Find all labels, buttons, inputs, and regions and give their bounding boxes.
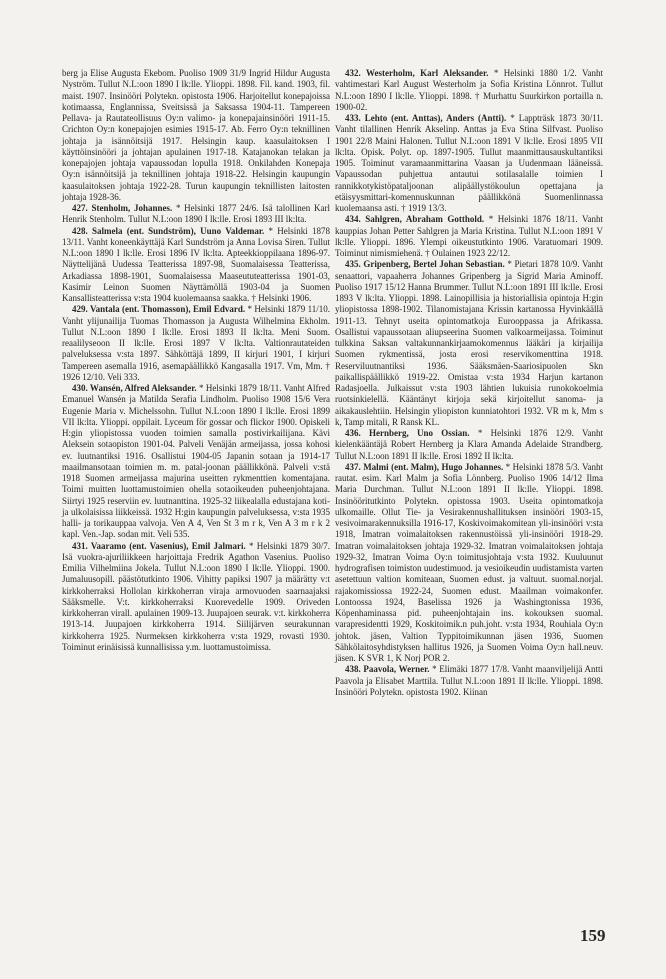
- entry-text: * Helsinki 1876 12/9. Vanht kielenkääntäjä Robert Hernberg ja Klara Amanda Adelaide Strandberg. Tullut N.L:oon 1891 II lk:lle. Erosi 1892 II lk:lta.: [335, 428, 603, 461]
- entry-heading: 433. Lehto (ent. Anttas), Anders (Antti).: [345, 113, 507, 123]
- biography-entry: [335, 113, 603, 214]
- biography-entry: [62, 203, 330, 226]
- biography-entry: [335, 259, 603, 428]
- biography-entry: [62, 304, 330, 383]
- biography-entry: [62, 541, 330, 654]
- entry-text: * Elimäki 1877 17/8. Vanht maanviljelijä Antti Paavola ja Elisabet Marttila. Tullut N.L:oon 1891 II lk:lle. Ylioppi. 1898. Insinööri Polytekn. opistosta 1902. Kiinan: [335, 664, 603, 697]
- page-number: 159: [580, 926, 606, 945]
- biography-entry: [335, 664, 603, 698]
- entry-text: * Helsinki 1879 18/11. Vanht Alfred Emanuel Wansén ja Matilda Serafia Lindholm. Puoliso 1908 15/6 Vera Eugenie Maria v. Michelssohn. Tullut N.L:oon 1890 I lk:lle. Erosi 1899 VII lk:lta. Ylioppi. oppilait. Lyceum för gossar och flickor 1900. Opiskeli H:gin yliopistossa vuoden toimien samalla postivirkailijana. Kävi Aleksein sotaopiston 1901-04. Palveli Venäjän armeijassa, jossa kohosi ev. luutnantiksi 1916. Osallistui 1904-05 Japanin sotaan ja 1914-17 maailmansotaan toimien m. m. patal-joonan päällikkönä. Palveli v:stä 1918 Suomen armeijassa majurina useitten rykmenttien komentajana. Toimi muitten luottamustoimien ohella sotaoikeuden puheenjohtajana. Siirtyi 1925 reserviin ev. luutnanttina. 1925-32 liikealalla edustajana koti- ja ulkolaisissa liikkeissä. 1932 H:gin kaupungin palveluksessa, v:sta 1935 halli- ja torikauppaa valvoja. Ven A 4, Ven St 3 m r k, Ven A 3 m r k 2 kapl. Ven.-Jap. sodan mit. Veli 535.: [62, 383, 330, 540]
- entry-heading: 436. Hernberg, Uno Ossian.: [345, 428, 470, 438]
- biography-entry: [335, 462, 603, 665]
- entry-text: * Helsinki 1879 11/10. Vanht ylijunailija Tuomas Thomasson ja Augusta Wilhelmina Ekholm. Tullut N.L:oon 1890 I lk:lle. Erosi 1893 II lk:lta. Meni Suom. reaalilyseoon II lk:lle. Erosi 1897 V lk:lta. Valtionrautateiden palveluksessa v:sta 1897. Sähköttäjä 1899, II kirjuri 1901, I kirjuri Tampereen asemalla 1916, asemapäällikkö Kangasalla 1917. Vm, Mm. † 1926 12/10. Veli 333.: [62, 304, 330, 382]
- entry-heading: 437. Malmi (ent. Malm), Hugo Johannes.: [345, 461, 504, 472]
- biography-entry: [62, 68, 330, 203]
- entry-heading: 428. Salmela (ent. Sundström), Uuno Valdemar.: [72, 225, 265, 236]
- entry-text: * Helsinki 1878 5/3. Vanht rautat. esim. Karl Malm ja Sofia Lönnberg. Puoliso 1906 14/12 Ilma Maria Durchman. Tullut N.L:oon 1891 II lk:lle. Ylioppi. 1898. Insinööritutkinto Polytekn. opistossa 1903. Useita opintomatkoja ulkomaille. Ollut Tie- ja Vesirakennushallituksen insinööri 1903-15, vesivoimarakennuksilla 1916-17, Koskivoimakomitean yli-insinööri v:sta 1918, Imatran voimalaitoksen rakennustöissä yli-insinööri 1918-29. Imatran voimalaitoksen johtaja 1929-32. Imatran voimalaitoksen johtaja 1929-32, Imatran Voima Oy:n toimitusjohtaja v:sta 1932. Kuuluunut hydrografisen toimiston uudestimuod. ja vesioikeudin uudistamista varten asetettuun valtion komiteaan, Suomen edust. ja valtuut. suomal.norjal. rajakomissiossa 1922-24, Suomen edust. Maailman voimakonfer. Lontoossa 1924, Baselissa 1926 ja Washingtonissa 1936, Köpenhaminassa pid. puheenjohtajain ins. kokouksen suomal. varapresidentti 1929, Koskitoimik.n puh.joht. v:sta 1934, Rouhiala Oy:n johtok. jäsen, Valtion Typpitoimikunnan jäsen 1936, Suomen Sähkölaitosyhdistyksen hallitus 1926, ja Suomen Voima Oy:n hall.neuv. jäsen. K SVR 1, K Norj POR 2.: [335, 461, 603, 663]
- entry-heading: 431. Vaaramo (ent. Vasenius), Emil Jalmari.: [72, 540, 246, 551]
- entry-text: * Helsinki 1878 13/11. Vanht koneenkäyttäjä Karl Sundström ja Anna Lovisa Siren. Tullut N.L:oon 1890 I lk:lle. Erosi 1896 IV lk:lta. Apteekkioppilaana 1896-97. Näyttelijänä Uudessa Teatterissa 1897-98, Suomalaisessa Teatterissa, Arkadiassa 1898-1901, Suomalaisessa Maaseututeatterissa 1901-03, Kasimir Leinon Suomen Näyttämöllä 1903-04 ja Suomen Kansallisteatterissa v:sta 1904 kuolemaansa saakka. † Helsinki 1906.: [62, 225, 330, 303]
- entry-heading: 427. Stenholm, Johannes.: [72, 203, 173, 213]
- entry-heading: 430. Wansén, Alfred Aleksander.: [72, 383, 197, 393]
- biography-entry: [62, 226, 330, 305]
- entry-heading: 432. Westerholm, Karl Aleksander.: [345, 68, 489, 78]
- entry-text: * Lappträsk 1873 30/11. Vanht tilallinen Henrik Akselinp. Anttas ja Eva Stina Silfvast. Puoliso 1901 22/8 Maini Halonen. Tullut N.L:oon 1891 V lk:lle. Erosi 1895 VII lk:lta. Opisk. Polyt. op. 1897-1905. Tullut maanmittausauskultantiksi 1905. Toiminut varamaanmittarina Vaasan ja Uudenmaan lääneissä. Vapaussodan puhjettua antautui sotilasalalle toimien I rannikkotykistöpataljoonan alipäällystökoulun opettajana ja etäisyysmittari-komennuskunnan päällikkönä Suomenlinnassa kuolemaansa asti. † 1919 13/3.: [335, 113, 604, 213]
- entry-text: * Helsinki 1880 1/2. Vanht vahtimestari Karl August Westerholm ja Sofia Kristina Lönnrot. Tullut N.L:oon 1890 I lk:lle. Ylioppi. 1898. † Murhattu Suurkirkon portailla n. 1900-02.: [335, 68, 603, 112]
- entry-text: berg ja Elise Augusta Ekebom. Puoliso 1909 31/9 Ingrid Hildur Augusta Nyström. Tullut N.L:oon 1890 I lk:lle. Ylioppi. 1898. Fil. kand. 1903, fil. maist. 1907. Insinööri Polytekn. opistosta 1906. Harjoitellut konepajoissa kotimaassa, Englannissa, Sveitsissä ja Saksassa 1904-11. Tampereen Pellava- ja Rautateollisuus Oy:n valimo- ja konepajainsinööri 1911-15. Crichton Oy:n konepajojen esimies 1915-17. Ab. Ferro Oy:n teknillinen johtaja ja isännöitsijä 1917. Helsingin kaup. kaasulaitoksen I käyttöinsinööri ja johtajan apulainen 1917-18. Katajanokan telakan ja konepajojen johtaja vapaussodan lopulla 1918. Onkilahden Konepaja Oy:n isännöitsijä ja teknillinen johtaja 1918-22. Helsingin kaupungin kaasulaitoksen johtaja 1922-28. Turun kaupungin teknillisten laitosten johtaja 1928-36.: [62, 68, 330, 202]
- left-column: [62, 68, 330, 653]
- biography-entry: [335, 428, 603, 462]
- biography-entry: [62, 383, 330, 541]
- entry-heading: 438. Paavola, Werner.: [345, 664, 430, 675]
- entry-heading: 429. Vantala (ent. Thomasson), Emil Edvard.: [72, 304, 246, 315]
- entry-text: * Helsinki 1877 24/6. Isä talollinen Karl Henrik Stenholm. Tullut N.L:oon 1890 I lk:lle. Erosi 1893 III lk:lta.: [62, 203, 330, 225]
- biography-entry: [335, 214, 603, 259]
- entry-heading: 435. Gripenberg, Bertel Johan Sebastian.: [345, 259, 505, 270]
- entry-text: * Helsinki 1879 30/7. Isä vuokra-ajuriliikkeen harjoittaja Fredrik Agathon Vasenius. Puoliso Emilia Vilhelmiina Jokela. Tullut N.L:oon 1890 I lk:lle. Ylioppi. 1900. Jumaluusopill. päästötutkinto 1906. Vihitty papiksi 1907 ja määrätty v:t kirkkoherraksi Hollolan kirkkoherran viraja armovuoden saarnaajaksi Sääksmelle. V:t. kirkkoherraksi Kuorevedelle 1909. Oriveden kirkkoherran virall. apulainen 1909-13. Juupajoen seurak. v:t. kirkkoherra 1913-14. Juupajoen kirkkoherra 1914. Siilijärven seurakunnan kirkkoherra 1925. Nurmeksen kirkkoherra v:sta 1929, rovasti 1930. Toiminut erinäisissä kunnallisissa y.m. luottamustoimissa.: [62, 540, 331, 652]
- entry-text: * Helsinki 1876 18/11. Vanht kauppias Johan Petter Sahlgren ja Maria Kristina. Tullut N.L:oon 1891 V lk:lle. Ylioppi. 1896. Ylempi oikeustutkinto 1906. Varatuomari 1909. Toiminut nimismiehenä. † Oulainen 1923 22/12.: [335, 214, 604, 258]
- right-column: [335, 68, 603, 698]
- entry-heading: 434. Sahlgren, Abraham Gotthold.: [345, 214, 485, 225]
- biography-entry: [335, 68, 603, 113]
- entry-text: * Pietari 1878 10/9. Vanht senaattori, vapaaherra Johannes Gripenberg ja Sigrid Maria Aminoff. Puoliso 1917 15/12 Hanna Brummer. Tullut N.L:oon 1891 III lk:lle. Erosi 1893 V lk:lta. Ylioppi. 1898. Lainopillisia ja historiallisia opintoja H:gin yliopistossa 1898-1902. Tilanomistajana Krissin kartanossa Hyvinkäällä 1911-13. Tehnyt useita opintomatkoja Eurooppassa ja Afrikassa. Osallistui vapaussotaan aliupseerina Suomen valkoarmeijassa. Toiminut tulkkina Saksan valtakunnankirjaamokomennus lääkäri ja kirjailija Suomen rykmentissä, josta erosi reservikomenttina 1918. Reserviluutnantiksi 1936. Sääksmäen-Saariosipuolen Skn paikallispäällikkö 1919-22. Omistaa v:sta 1934 Harjun kartanon Radasjoella. Julkaissut v:sta 1903 lähtien lukuisia runokokoelmia ruotsinkielellä. Kääntänyt kirjoja sekä kirjoitellut sanoma- ja aikakauslehtiin. Helsingin yliopiston kunniatohtori 1932. VR m k, Mm s k, Tamp mitali, R Ransk KL.: [335, 259, 603, 427]
